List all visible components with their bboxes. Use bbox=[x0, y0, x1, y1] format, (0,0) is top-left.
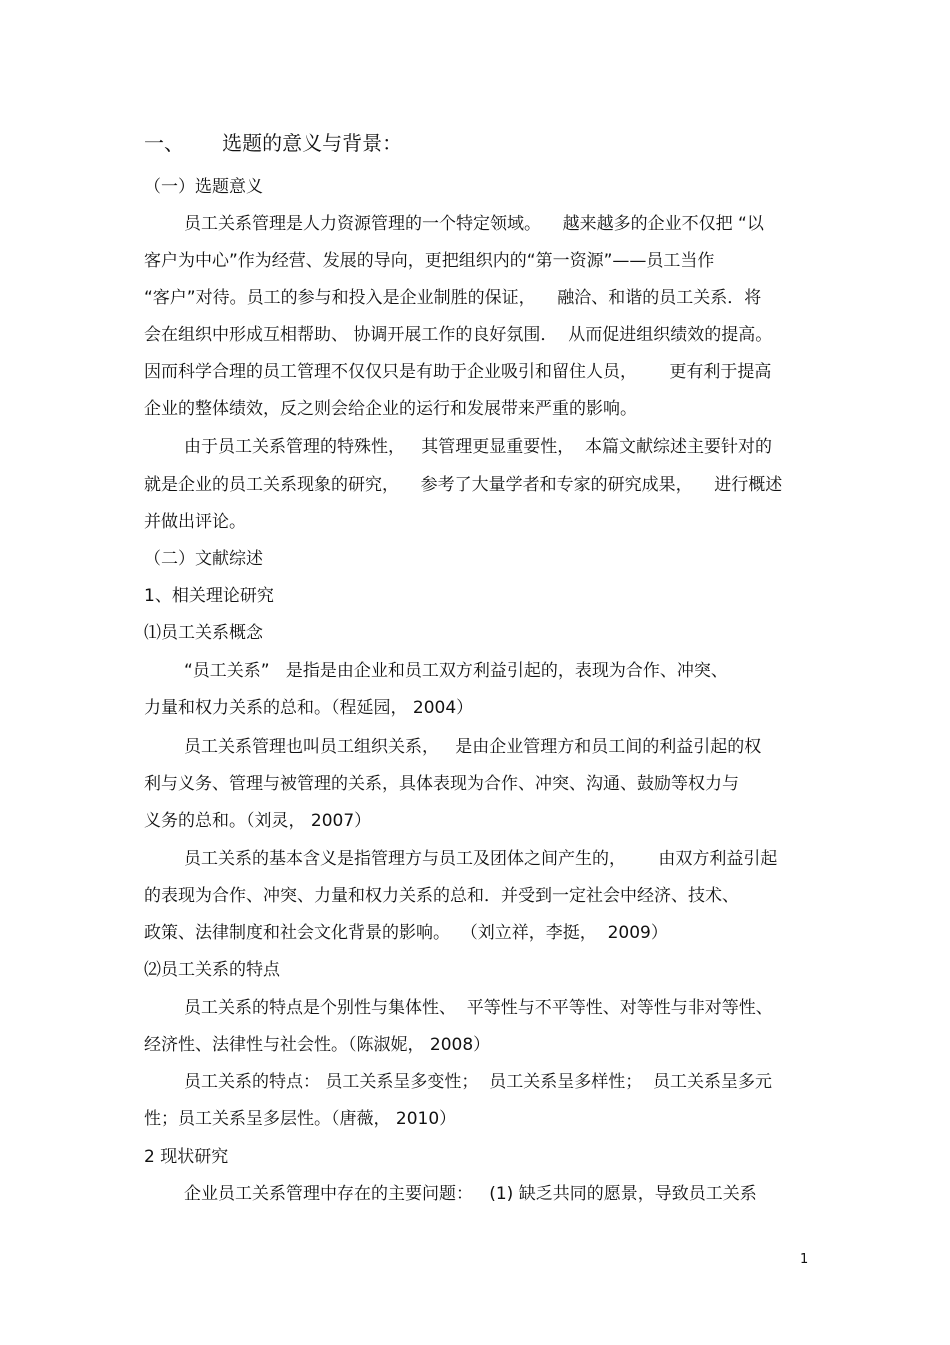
paragraph-line: 员工关系管理是人力资源管理的一个特定领域。 越来越多的企业不仅把 “以 bbox=[184, 214, 764, 234]
paragraph-line: 因而科学合理的员工管理不仅仅只是有助于企业吸引和留住人员， 更有利于提高 bbox=[144, 362, 772, 382]
paragraph-line: 客户为中心”作为经营、发展的导向，更把组织内的“第一资源”——员工当作 bbox=[144, 251, 715, 271]
paragraph-line: “员工关系” 是指是由企业和员工双方利益引起的，表现为合作、冲突、 bbox=[184, 661, 728, 681]
paragraph-line: 会在组织中形成互相帮助、 协调开展工作的良好氛围． 从而促进组织绩效的提高。 bbox=[144, 325, 773, 345]
paragraph-line: 就是企业的员工关系现象的研究， 参考了大量学者和专家的研究成果， 进行概述 bbox=[144, 475, 783, 495]
subsection-heading: ⑵员工关系的特点 bbox=[144, 960, 280, 980]
paragraph-line: “客户”对待。员工的参与和投入是企业制胜的保证， 融洽、和谐的员工关系．将 bbox=[144, 288, 762, 308]
paragraph-line: 企业员工关系管理中存在的主要问题： (1) 缺乏共同的愿景，导致员工关系 bbox=[184, 1184, 757, 1204]
paragraph-line: 企业的整体绩效，反之则会给企业的运行和发展带来严重的影响。 bbox=[144, 399, 637, 419]
subsection-heading: （二）文献综述 bbox=[144, 549, 263, 569]
subsection-heading: ⑴员工关系概念 bbox=[144, 623, 263, 643]
paragraph-line: 由于员工关系管理的特殊性， 其管理更显重要性， 本篇文献综述主要针对的 bbox=[184, 437, 773, 457]
paragraph-line: 经济性、法律性与社会性。（陈淑妮， 2008） bbox=[144, 1035, 491, 1055]
subsection-heading: （一）选题意义 bbox=[144, 177, 263, 197]
paragraph-line: 性；员工关系呈多层性。（唐薇， 2010） bbox=[144, 1109, 457, 1129]
paragraph-line: 的表现为合作、冲突、力量和权力关系的总和．并受到一定社会中经济、技术、 bbox=[144, 886, 739, 906]
section-heading: 一、 选题的意义与背景： bbox=[144, 131, 403, 155]
paragraph-line: 员工关系的特点： 员工关系呈多变性； 员工关系呈多样性； 员工关系呈多元 bbox=[184, 1072, 773, 1092]
paragraph-line: 员工关系的基本含义是指管理方与员工及团体之间产生的， 由双方利益引起 bbox=[184, 849, 778, 869]
paragraph-line: 政策、法律制度和社会文化背景的影响。 （刘立祥，李挺， 2009） bbox=[144, 923, 668, 943]
paragraph-line: 义务的总和。（刘灵， 2007） bbox=[144, 811, 372, 831]
page-number: 1 bbox=[800, 1252, 809, 1267]
subsection-heading: 2 现状研究 bbox=[144, 1147, 229, 1167]
paragraph-line: 并做出评论。 bbox=[144, 512, 246, 532]
paragraph-line: 员工关系管理也叫员工组织关系， 是由企业管理方和员工间的利益引起的权 bbox=[184, 737, 762, 757]
paragraph-line: 员工关系的特点是个别性与集体性、 平等性与不平等性、对等性与非对等性、 bbox=[184, 998, 773, 1018]
subsection-heading: 1、相关理论研究 bbox=[144, 586, 274, 606]
paragraph-line: 力量和权力关系的总和。（程延园， 2004） bbox=[144, 698, 474, 718]
paragraph-line: 利与义务、管理与被管理的关系，具体表现为合作、冲突、沟通、鼓励等权力与 bbox=[144, 774, 739, 794]
